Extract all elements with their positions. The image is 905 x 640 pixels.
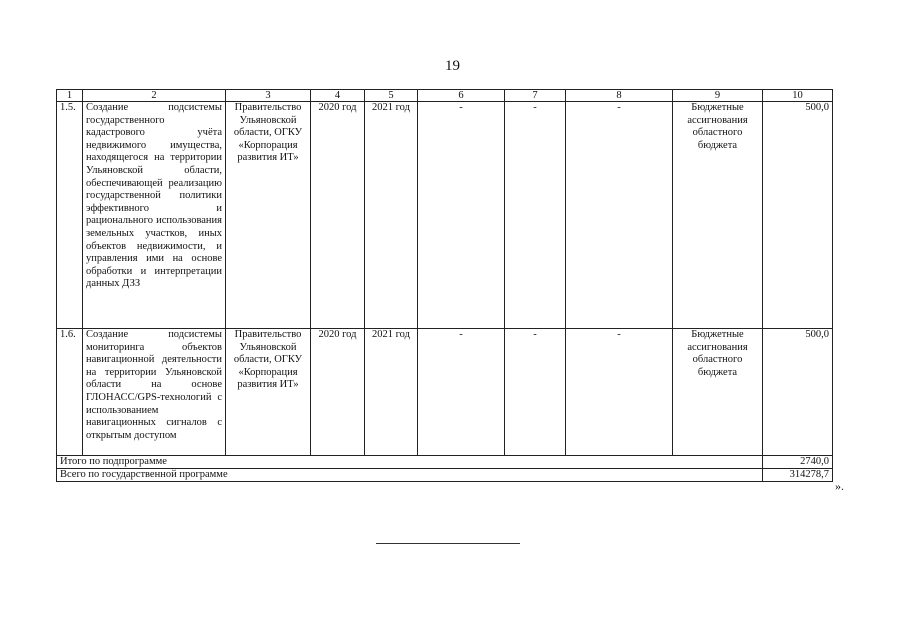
cell-col8: - [566,102,673,329]
total-label: Всего по государственной программе [57,469,763,482]
column-header: 10 [763,90,833,102]
column-header: 5 [365,90,418,102]
column-header: 8 [566,90,673,102]
cell-col8: - [566,329,673,456]
column-header: 3 [226,90,311,102]
row-number: 1.6. [57,329,83,456]
subtotal-label: Итого по подпрограмме [57,456,763,469]
table-row [57,102,833,329]
program-table [56,89,833,482]
cell-col7: - [505,102,566,329]
header-row [57,90,833,102]
executor: Правительство Ульяновской области, ОГКУ «Корпорация развития ИТ» [226,329,311,456]
column-header: 4 [311,90,365,102]
cell-col6: - [418,102,505,329]
column-header: 6 [418,90,505,102]
end-year: 2021 год [365,329,418,456]
subtotal-value: 2740,0 [763,456,833,469]
cell-col7: - [505,329,566,456]
funding-source: Бюджетные ассигнования областного бюджета [673,102,763,329]
column-header: 7 [505,90,566,102]
end-year: 2021 год [365,102,418,329]
executor: Правительство Ульяновской области, ОГКУ «Корпорация развития ИТ» [226,102,311,329]
measure-description: Создание подсистемы мониторинга объектов навигационной деятельности на территории Ульяновской области на основе ГЛОНАСС/GPS-технологий с использованием навигационных сигналов с открытым доступом [83,329,226,456]
column-header: 2 [83,90,226,102]
page-number: 19 [445,58,460,74]
amount: 500,0 [763,102,833,329]
table-row [57,329,833,456]
start-year: 2020 год [311,329,365,456]
column-header: 1 [57,90,83,102]
footer-divider [376,543,520,544]
column-header: 9 [673,90,763,102]
start-year: 2020 год [311,102,365,329]
funding-source: Бюджетные ассигнования областного бюджета [673,329,763,456]
amount: 500,0 [763,329,833,456]
subtotal-row [57,456,833,469]
row-number: 1.5. [57,102,83,329]
total-row [57,469,833,482]
total-value: 314278,7 [763,469,833,482]
cell-col6: - [418,329,505,456]
measure-description: Создание подсистемы государственного кадастрового учёта недвижимого имущества, находящегося на территории Ульяновской области, обеспечивающей реализацию государственной политики эффективного и рационального использования земельных участков, иных объектов недвижимости, и управления ими на основе обработки и интерпретации данных ДЗЗ [83,102,226,329]
closing-quote-mark: ». [835,479,844,493]
